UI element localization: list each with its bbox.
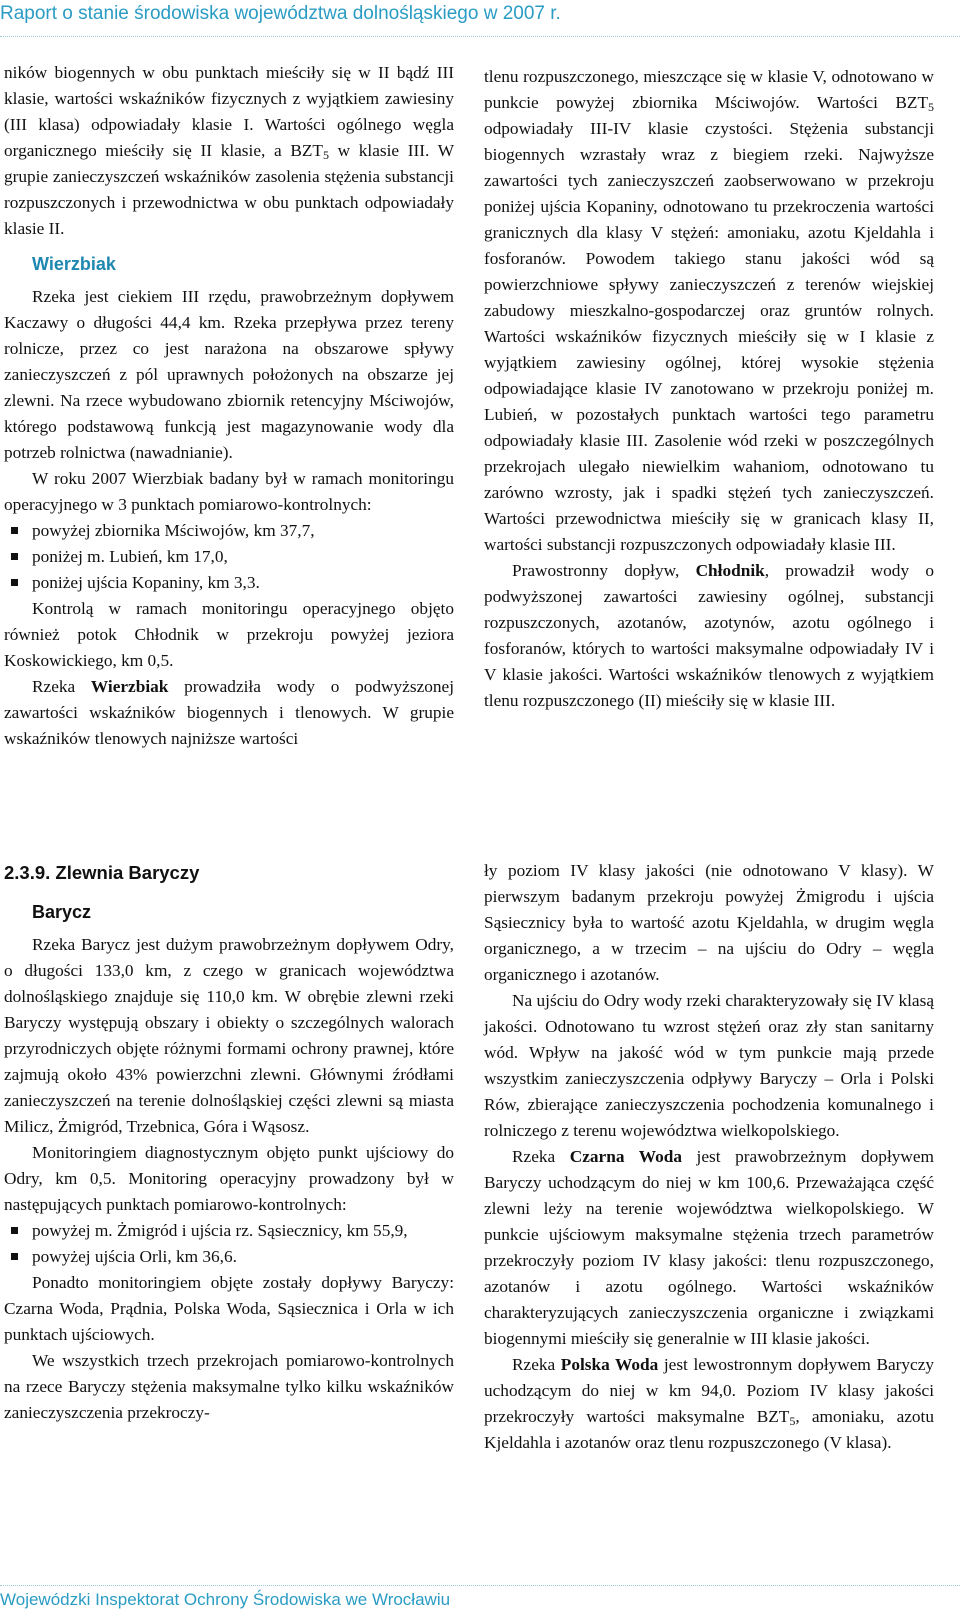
list-item-text: poniżej m. Lubień, km 17,0,	[32, 547, 228, 566]
list-item-text: poniżej ujścia Kopaniny, km 3,3.	[32, 573, 260, 592]
bullet-square-icon	[11, 527, 18, 534]
paragraph: Rzeka Barycz jest dużym prawobrzeżnym dopływem Odry, o długości 133,0 km, z czego w granicach województwa dolnośląskiego znajduje się 110,0 km. W obrębie zlewni rzeki Baryczy występują obszary i obiekty o szczególnych walorach przyrodniczych objęte różnymi formami ochrony prawnej, które zajmują około 43% powierzchni zlewni. Głównymi źródłami zanieczyszczeń na terenie dolnośląskiej części zlewni są miasta Milicz, Żmigród, Trzebnica, Góra i Wąsosz.	[4, 935, 454, 1136]
text: , amoniaku, azotu Kjeldahla i azotanów oraz tlenu rozpuszczonego (V klasa).	[484, 1407, 934, 1452]
paragraph	[484, 1352, 934, 1456]
bullet-list	[4, 518, 454, 596]
list-item	[4, 1244, 454, 1270]
text: jest prawobrzeżnym dopływem Baryczy uchodzącym do niej w km 100,6. Przeważająca część zlewni leży na terenie województwa wielkopolskiego. W punkcie ujściowym maksymalne stężenia trzech parametrów przekroczyły poziom IV klasy jakości: tlenu rozpuszczonego, azotanów i azotu ogólnego. Wartości wskaźników charakteryzujących zanieczyszczenia organiczne i związkami biogennymi mieściły się generalnie w III klasie jakości.	[484, 1147, 934, 1348]
text: Rzeka	[512, 1355, 561, 1374]
bold-term: Czarna Woda	[569, 1147, 682, 1166]
column-bottom-left	[4, 860, 454, 1426]
bullet-square-icon	[11, 1227, 18, 1234]
column-top-left	[4, 60, 454, 752]
list-item	[4, 544, 454, 570]
heading-wierzbiak: Wierzbiak	[32, 254, 116, 274]
bold-term: Polska Woda	[560, 1355, 659, 1374]
text: Rzeka	[512, 1147, 570, 1166]
column-top-right	[484, 64, 934, 714]
paragraph	[484, 558, 934, 714]
text: Prawostronny dopływ,	[512, 561, 696, 580]
list-item	[4, 570, 454, 596]
running-header: Raport o stanie środowiska województwa dolnośląskiego w 2007 r.	[0, 3, 561, 24]
footer-rule	[0, 1585, 960, 1586]
paragraph	[4, 60, 454, 242]
text: odpowiadały III-IV klasie czystości. Stężenia substancji biogennych wzrastały wraz z biegiem rzeki. Najwyższe zawartości tych zanieczyszczeń zaobserwowano w przekroju poniżej ujścia Kopaniny, odnotowano tu przekroczenia wartości granicznych dla klasy V stężeń: amoniaku, azotu Kjeldahla i fosforanów. Powodem takiego stanu jakości wód są powierzchniowe spływy zanieczyszczeń z terenów wiejskiej zabudowy mieszkalno-gospodarczej oraz gruntów rolnych. Wartości wskaźników fizycznych mieściły się w I klasie z wyjątkiem zawiesiny ogólnej, której wysokie stężenia odpowiadające klasie IV zanotowano w przekroju poniżej m. Lubień, w pozostałych punktach wartości tego parametru odpowiadały klasie III. Zasolenie wód rzeki w poszczególnych przekrojach ulegało niewielkim wahaniom, odnotowano tu zarówno wzrosty, jak i spadki stężeń tych zanieczyszczeń. Wartości przewodnictwa mieściły się w granicach klasy II, wartości substancji rozpuszczonych odpowiadały klasie III.	[484, 119, 934, 554]
heading-barycz: Barycz	[32, 902, 92, 922]
paragraph: ły poziom IV klasy jakości (nie odnotowano V klasy). W pierwszym badanym przekroju powyżej Żmigrodu i ujścia Sąsiecznicy była to wartość azotu Kjeldahla, w drugim węgla organicznego, a w trzecim – na ujściu do Odry – węgla organicznego i azotanów.	[484, 861, 934, 984]
column-bottom-right	[484, 858, 934, 1456]
paragraph: Na ujściu do Odry wody rzeki charakteryzowały się IV klasą jakości. Odnotowano tu wzrost stężeń oraz zły stan sanitarny wód. Wpływ na jakość wód w tym punkcie mają przede wszystkim zanieczyszczenia odpływy Baryczy – Orla i Polski Rów, zbierające zanieczyszczenia pochodzenia komunalnego i rolniczego z terenu województwa wielkopolskiego.	[484, 991, 934, 1140]
subscript: 5	[322, 148, 329, 162]
list-item-text: powyżej m. Żmigród i ujścia rz. Sąsiecznicy, km 55,9,	[32, 1221, 408, 1240]
header-rule	[0, 36, 960, 37]
bold-term: Wierzbiak	[90, 677, 169, 696]
list-item	[4, 1218, 454, 1244]
subscript: 5	[789, 1414, 796, 1428]
text: ników biogennych w obu punktach mieściły się w II bądź III klasie, wartości wskaźników fizycznych z wyjątkiem zawiesiny (III klasa) odpowiadały klasie I. Wartości ogólnego węgla organicznego mieściły się II klasie, a BZT	[4, 63, 454, 160]
bullet-list	[4, 1218, 454, 1270]
paragraph: Rzeka jest ciekiem III rzędu, prawobrzeżnym dopływem Kaczawy o długości 44,4 km. Rzeka przepływa przez tereny rolnicze, przez co jest narażona na obszarowe spływy zanieczyszczeń z pól uprawnych położonych na obszarze jej zlewni. Na rzece wybudowano zbiornik retencyjny Mściwojów, którego podstawową funkcją jest magazynowanie wody dla potrzeb rolnictwa (nawadnianie).	[4, 287, 454, 462]
bullet-square-icon	[11, 553, 18, 560]
text: Rzeka	[32, 677, 91, 696]
paragraph: Kontrolą w ramach monitoringu operacyjnego objęto również potok Chłodnik w przekroju powyżej jeziora Koskowickiego, km 0,5.	[4, 599, 454, 670]
list-item-text: powyżej zbiornika Mściwojów, km 37,7,	[32, 521, 315, 540]
paragraph	[484, 64, 934, 558]
paragraph: We wszystkich trzech przekrojach pomiarowo-kontrolnych na rzece Baryczy stężenia maksymalne tylko kilku wskaźników zanieczyszczenia przekroczy-	[4, 1351, 454, 1422]
list-item-text: powyżej ujścia Orli, km 36,6.	[32, 1247, 237, 1266]
paragraph	[484, 1144, 934, 1352]
text: , prowadził wody o podwyższonej zawartości zawiesiny ogólnej, substancji rozpuszczonych, azotanów, azotynów, azotu ogólnego i fosforanów, których to wartości maksymalne odpowiadały IV i V klasie jakości. Wartości wskaźników tlenowych z wyjątkiem tlenu rozpuszczonego (II) mieściły się w klasie III.	[484, 561, 934, 710]
bold-term: Chłodnik	[695, 561, 765, 580]
paragraph: Ponadto monitoringiem objęte zostały dopływy Baryczy: Czarna Woda, Prądnia, Polska Woda, Sąsiecznica i Orla w ich punktach ujściowych.	[4, 1273, 454, 1344]
text: jest lewostronnym dopływem Baryczy uchodzącym do niej w km 94,0. Poziom IV klasy jakości przekroczyły wartości maksymalne BZT	[484, 1355, 935, 1426]
subscript: 5	[928, 100, 934, 114]
text: w klasie III. W grupie zanieczyszczeń wskaźników zasolenia stężenia substancji rozpuszczonych i przewodnictwa w obu punktach odpowiadały klasie II.	[4, 141, 455, 238]
bullet-square-icon	[11, 1253, 18, 1260]
text: prowadziła wody o podwyższonej zawartości wskaźników biogennych i tlenowych. W grupie wskaźników tlenowych najniższe wartości	[4, 677, 454, 748]
list-item	[4, 518, 454, 544]
bullet-square-icon	[11, 579, 18, 586]
paragraph	[4, 674, 454, 752]
paragraph: Monitoringiem diagnostycznym objęto punkt ujściowy do Odry, km 0,5. Monitoring operacyjny prowadzony był w następujących punktach pomiarowo-kontrolnych:	[4, 1143, 454, 1214]
text: tlenu rozpuszczonego, mieszczące się w klasie V, odnotowano w punkcie powyżej zbiornika Mściwojów. Wartości BZT	[484, 67, 934, 112]
section-heading: 2.3.9. Zlewnia Baryczy	[4, 862, 200, 883]
running-footer: Wojewódzki Inspektorat Ochrony Środowiska we Wrocławiu	[0, 1590, 451, 1609]
paragraph: W roku 2007 Wierzbiak badany był w ramach monitoringu operacyjnego w 3 punktach pomiarowo-kontrolnych:	[4, 469, 454, 514]
